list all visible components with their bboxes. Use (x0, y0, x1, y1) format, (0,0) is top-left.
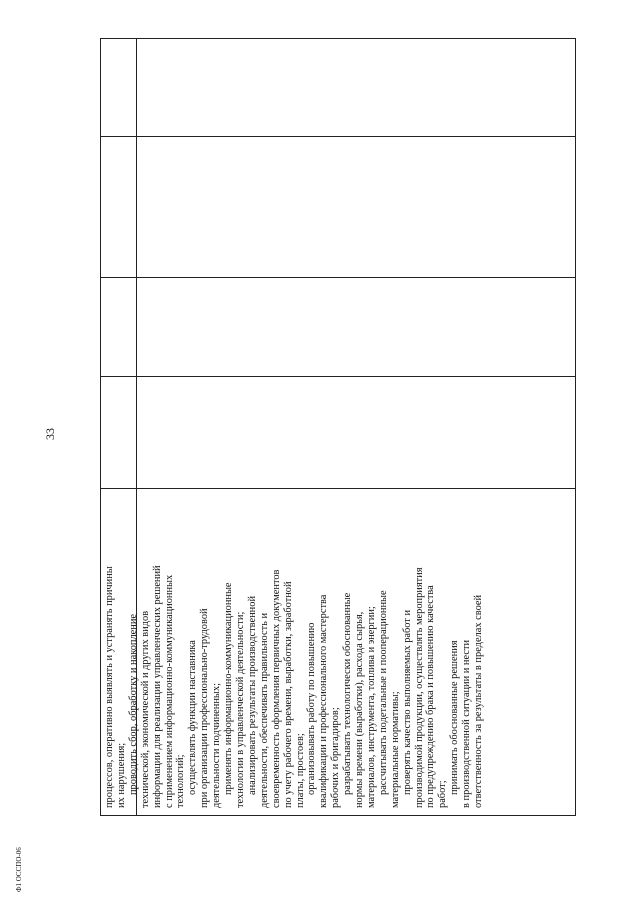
text-line: принимать обоснованные решения (449, 640, 461, 795)
text-line: с применением информационно-коммуникационных (163, 574, 175, 808)
text-line: материальные нормативы; (389, 691, 401, 808)
text-line: производимой продукции, осуществлять мероприятия (413, 567, 425, 808)
text-line: информации для реализации управленческих решений (151, 565, 163, 808)
text-line: технологий; (175, 754, 187, 808)
text-line: проверять качество выполняемых работ и (401, 609, 413, 795)
table-row-divider (101, 376, 575, 377)
text-line: материалов, инструмента, топлива и энергии; (365, 606, 377, 808)
text-line: своевременность оформления первичных документов (270, 569, 282, 808)
text-line: при организации профессионально-трудовой (199, 608, 211, 808)
table-row-divider (101, 136, 575, 137)
text-line: организовывать работу по повышению (306, 622, 318, 795)
text-line: по предупреждению брака и повышению качества (425, 585, 437, 808)
text-line: рассчитывать подетальные и пооперационные (377, 590, 389, 795)
text-line: деятельности подчиненных; (211, 683, 223, 808)
text-line: применять информационно-коммуникационные (223, 582, 235, 795)
text-line: рабочих и бригадиров; (330, 707, 342, 808)
text-line: нормы времени (выработки), расхода сырья, (354, 611, 366, 808)
text-line: анализировать результаты производственной (246, 595, 258, 795)
footer-form-code: Ф1 ОССПО-06 (15, 847, 23, 892)
text-line: работ; (437, 780, 449, 808)
text-line: разрабатывать технологически обоснованные (342, 592, 354, 795)
text-line: в производственной ситуации и нести (461, 639, 473, 808)
text-line: платы, простоев; (294, 733, 306, 808)
text-line: ответственность за результаты в пределах своей (473, 594, 485, 808)
text-line: технической, экономической и других видов (139, 610, 151, 808)
text-line: осуществлять функции наставника (187, 640, 199, 795)
text-line: по учету рабочего времени, выработки, заработной (282, 581, 294, 808)
text-line: деятельности, обеспечивать правильность и (258, 612, 270, 808)
text-line: квалификации и профессионального мастерства (318, 594, 330, 808)
text-line: их нарушения; (115, 742, 127, 808)
table-cell-skills-text (100, 488, 576, 816)
text-line: технологии в управленческой деятельности; (234, 611, 246, 808)
text-line: проводить сбор, обработку и накопление (127, 613, 139, 795)
table-row-divider (101, 277, 575, 278)
text-line: процессов, оперативно выявлять и устранять причины (104, 566, 115, 808)
page-number: 33 (43, 428, 57, 440)
